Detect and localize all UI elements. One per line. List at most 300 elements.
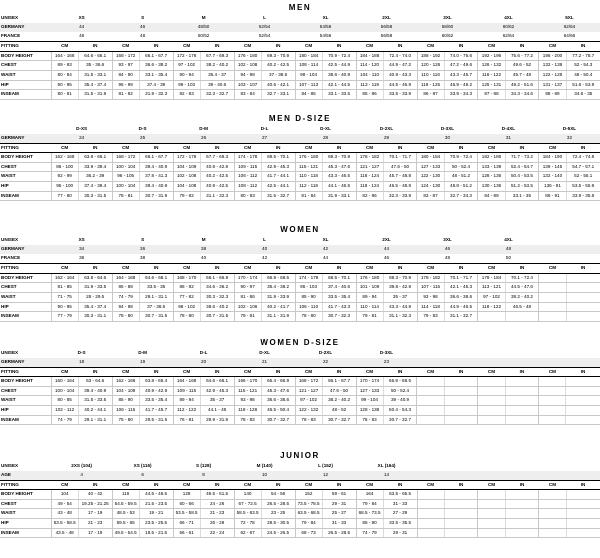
standard-value <box>478 471 539 481</box>
unit-cm-label: CM <box>112 42 139 52</box>
cm-value: 104 <box>51 490 78 500</box>
cm-value: 89 - 94 <box>173 396 200 406</box>
cm-value: 80 - 81 <box>51 90 78 100</box>
standard-value <box>539 358 600 368</box>
cm-value: 80 - 85 <box>51 396 78 406</box>
in-value <box>566 386 600 396</box>
measurement-row <box>0 302 600 312</box>
unit-in-label: IN <box>200 367 234 377</box>
unit-cm-label: CM <box>173 264 200 274</box>
cm-value: 78 - 80 <box>295 312 322 322</box>
in-value: 38.2 - 40.2 <box>322 396 356 406</box>
cm-value: 85 - 90 <box>356 519 383 529</box>
cm-value <box>417 519 444 529</box>
in-value: 19 - 21 <box>139 509 173 519</box>
cm-value: 72 - 78 <box>234 519 261 529</box>
cm-value <box>478 386 505 396</box>
in-value <box>444 377 478 387</box>
cm-value: 95 - 99 <box>112 80 139 90</box>
in-value: 33.5 - 35.4 <box>139 396 173 406</box>
cm-value: 112 - 118 <box>295 182 322 192</box>
unit-cm-label: CM <box>539 367 566 377</box>
in-value: 63 - 64.6 <box>78 377 112 387</box>
unit-in-label: IN <box>505 367 539 377</box>
in-value: 40.2 - 42.5 <box>261 61 295 71</box>
row-label: FITTING <box>0 480 51 490</box>
in-value: 66.1 - 67.7 <box>139 153 173 163</box>
size-label: 2XL <box>382 236 391 242</box>
unit-in-label: IN <box>78 264 112 274</box>
size-label: XS <box>78 14 85 20</box>
unit-cm-label: CM <box>112 143 139 153</box>
in-value: 31.1 - 32.3 <box>200 191 234 201</box>
cm-value: 196 - 200 <box>539 51 566 61</box>
cm-value: 83 - 87 <box>417 191 444 201</box>
unit-in-label: IN <box>139 264 173 274</box>
measurement-row <box>0 415 600 425</box>
in-value: 42.1 - 44.5 <box>322 80 356 90</box>
in-value: 70.9 - 72.4 <box>444 153 478 163</box>
standard-value: 30 <box>417 134 478 144</box>
cm-value: 85 - 90 <box>112 396 139 406</box>
in-value: 17 - 19 <box>78 528 112 538</box>
in-value: 33.1 - 33.5 <box>322 90 356 100</box>
unit-in-label: IN <box>261 480 295 490</box>
in-value: 40.9 - 43.3 <box>383 71 417 81</box>
cm-value: 56 - 61 <box>173 528 200 538</box>
in-value: 47.6 - 50 <box>383 162 417 172</box>
unit-cm-label: CM <box>478 367 505 377</box>
standard-value: 18 <box>51 358 112 368</box>
size-label: 4XL <box>504 236 513 242</box>
cm-value: 82 - 83 <box>173 90 200 100</box>
in-value: 64.6 - 66.1 <box>200 377 234 387</box>
cm-value: 109 - 115 <box>173 386 200 396</box>
cm-value: 184 - 190 <box>539 153 566 163</box>
unit-in-label: IN <box>383 143 417 153</box>
standard-value: 46 <box>79 33 85 39</box>
cm-value: 131 - 137 <box>539 80 566 90</box>
unit-cm-label: CM <box>417 480 444 490</box>
cm-value: 77 - 79 <box>51 312 78 322</box>
in-value: 74.0 - 75.6 <box>444 51 478 61</box>
unit-in-label: IN <box>383 480 417 490</box>
cm-value: 85 - 89 <box>112 283 139 293</box>
unit-cm-label: CM <box>478 143 505 153</box>
cm-value <box>417 406 444 416</box>
cm-value: 115 - 121 <box>295 162 322 172</box>
size-label: D-2XL <box>318 349 333 355</box>
unit-in-label: IN <box>139 42 173 52</box>
size-label: XS (116) <box>133 462 152 468</box>
cm-value <box>539 519 566 529</box>
unit-in-label: IN <box>505 480 539 490</box>
row-label: AGE <box>0 471 51 481</box>
cm-value: 180 - 184 <box>295 51 322 61</box>
in-value: 35.4 - 38.2 <box>261 283 295 293</box>
cm-value: 43 - 48 <box>51 509 78 519</box>
in-value: 37.4 - 39 <box>139 80 173 90</box>
cm-value: 172 - 176 <box>173 51 200 61</box>
in-value <box>444 499 478 509</box>
cm-value: 160 - 164 <box>51 377 78 387</box>
unit-in-label: IN <box>322 480 356 490</box>
in-value: 50 - 52.4 <box>444 162 478 172</box>
in-value: 46.9 - 49.2 <box>444 80 478 90</box>
unit-cm-label: CM <box>539 143 566 153</box>
in-value: 34.6 - 35 <box>566 90 600 100</box>
unit-cm-label: CM <box>173 367 200 377</box>
cm-value: 79 - 84 <box>295 519 322 529</box>
in-value: 77.2 - 78.7 <box>566 51 600 61</box>
section-title: MEN <box>288 3 312 12</box>
standard-value: 36 <box>79 255 85 261</box>
row-label: FRANCE <box>1 255 21 261</box>
cm-value: 71 - 75 <box>51 293 78 303</box>
row-label: FITTING <box>0 143 51 153</box>
size-label <box>539 235 600 245</box>
cm-value: 174 - 178 <box>295 273 322 283</box>
unit-in-label: IN <box>261 143 295 153</box>
unit-in-label: IN <box>505 264 539 274</box>
unit-in-label: IN <box>322 42 356 52</box>
cm-value: 132 - 140 <box>539 172 566 182</box>
row-label: GERMANY <box>0 23 51 33</box>
cm-value: 78 - 80 <box>173 312 200 322</box>
cm-value: 127 - 133 <box>417 162 444 172</box>
cm-value: 168 - 172 <box>112 153 139 163</box>
cm-value: 116 - 122 <box>478 71 505 81</box>
cm-value: 84 - 90 <box>112 71 139 81</box>
cm-value: 68.5 - 73.5 <box>356 509 383 519</box>
cm-value: 164 - 168 <box>173 377 200 387</box>
size-label: 3XL <box>443 236 452 242</box>
cm-value: 62 - 67 <box>234 528 261 538</box>
in-value: 28.5 - 30.5 <box>261 519 295 529</box>
row-label: UNISEX <box>1 14 19 20</box>
cm-value: 118 - 122 <box>478 302 505 312</box>
standard-value: 50 <box>505 255 512 261</box>
size-label: XL <box>322 236 329 242</box>
unit-cm-label: CM <box>356 367 383 377</box>
unit-in-label: IN <box>78 42 112 52</box>
measurement-row <box>0 172 600 182</box>
cm-value <box>478 519 505 529</box>
standard-value: 32 <box>539 134 600 144</box>
in-value: 44.5 - 47.6 <box>505 283 539 293</box>
size-table <box>0 235 600 322</box>
cm-value: 174 - 178 <box>234 153 261 163</box>
unit-in-label: IN <box>566 264 600 274</box>
fitting-header-row <box>0 367 600 377</box>
in-value <box>505 509 539 519</box>
unit-cm-label: CM <box>356 480 383 490</box>
cm-value: 78 - 83 <box>356 415 383 425</box>
in-value: 70.1 - 71.7 <box>383 153 417 163</box>
cm-value: 74 - 79 <box>51 415 78 425</box>
cm-value <box>539 273 566 283</box>
cm-value: 58.5 - 63.5 <box>234 509 261 519</box>
cm-value <box>539 490 566 500</box>
size-label: D-2XL <box>379 125 394 131</box>
unit-cm-label: CM <box>51 42 78 52</box>
in-value: 72.4 - 74.8 <box>566 153 600 163</box>
unit-cm-label: CM <box>51 264 78 274</box>
in-value: 42.1 - 45.3 <box>444 283 478 293</box>
in-value: 69.3 - 70.9 <box>261 51 295 61</box>
in-value: 32.7 - 33.1 <box>261 90 295 100</box>
measurement-row <box>0 90 600 100</box>
in-value: 45.3 - 47.6 <box>322 162 356 172</box>
in-value: 31 - 33 <box>383 499 417 509</box>
in-value <box>505 312 539 322</box>
cm-value: 74 - 79 <box>356 528 383 538</box>
cm-value: 90 - 94 <box>173 71 200 81</box>
cm-value: 86 - 87 <box>417 90 444 100</box>
standard-value: 56/58 <box>356 23 417 33</box>
standard-value: 12 <box>295 471 356 481</box>
unit-in-label: IN <box>505 42 539 52</box>
cm-value: 100 - 104 <box>112 162 139 172</box>
unit-in-label: IN <box>139 367 173 377</box>
standard-value <box>417 358 478 368</box>
in-value: 70.1 - 72.4 <box>505 273 539 283</box>
in-value: 54 - 56 <box>261 490 295 500</box>
row-label: INSEAM <box>0 312 51 322</box>
in-value: 17 - 19 <box>78 509 112 519</box>
cm-value: 116 <box>112 490 139 500</box>
cm-value <box>417 396 444 406</box>
cm-value: 90 - 95 <box>51 80 78 90</box>
standard-value: 31 <box>478 134 539 144</box>
cm-value: 78 - 83 <box>295 415 322 425</box>
in-value: 72.4 - 74.0 <box>383 51 417 61</box>
standard-value: 50/52 <box>197 33 210 39</box>
size-row <box>0 348 600 358</box>
unit-cm-label: CM <box>234 264 261 274</box>
cm-value: 84 - 89 <box>478 191 505 201</box>
in-value: 21.5 - 23.5 <box>139 499 173 509</box>
in-value: 46.5 - 48 <box>505 302 539 312</box>
standard-value: 21 <box>234 358 295 368</box>
in-value: 43.3 - 44.9 <box>383 302 417 312</box>
measurement-row <box>0 283 600 293</box>
cm-value: 106 - 116 <box>112 406 139 416</box>
row-label: HIP <box>0 406 51 416</box>
cm-value: 119 - 125 <box>417 80 444 90</box>
cm-value: 85 - 90 <box>295 293 322 303</box>
standard-value: 60/62 <box>478 23 539 33</box>
cm-value: 112 - 122 <box>173 406 200 416</box>
cm-value: 128 - 138 <box>356 406 383 416</box>
standard-value: 19 <box>112 358 173 368</box>
in-value: 31.5 - 32.7 <box>261 191 295 201</box>
unit-cm-label: CM <box>234 480 261 490</box>
in-value: 30.7 - 31.5 <box>200 312 234 322</box>
in-value: 38.6 - 40.2 <box>200 302 234 312</box>
size-row <box>0 124 600 134</box>
in-value: 31.5 - 33.1 <box>78 71 112 81</box>
in-value: 41.7 - 44.1 <box>261 172 295 182</box>
in-value: 43.3 - 46.5 <box>322 172 356 182</box>
cm-value: 90 - 95 <box>51 302 78 312</box>
cm-value: 98 - 102 <box>173 302 200 312</box>
standard-value: 20 <box>173 358 234 368</box>
in-value: 32.7 - 34.3 <box>444 191 478 201</box>
in-value <box>444 509 478 519</box>
standard-value: 44 <box>356 245 417 255</box>
in-value: 44.5 - 46.9 <box>383 80 417 90</box>
standard-value <box>539 471 600 481</box>
in-value <box>505 396 539 406</box>
section-title: JUNIOR <box>280 451 320 460</box>
in-value: 37.4 - 39.4 <box>78 182 112 192</box>
row-label: GERMANY <box>0 245 51 255</box>
in-value: 34.6 - 36.2 <box>200 283 234 293</box>
row-label: BODY HEIGHT <box>0 51 51 61</box>
unit-cm-label: CM <box>478 42 505 52</box>
in-value: 49.6 - 52 <box>505 61 539 71</box>
unit-in-label: IN <box>566 143 600 153</box>
in-value: 29 - 31 <box>383 528 417 538</box>
cm-value <box>417 377 444 387</box>
unit-in-label: IN <box>444 143 478 153</box>
in-value: 40.9 - 42.5 <box>200 182 234 192</box>
cm-value: 118 - 124 <box>356 182 383 192</box>
in-value: 66.1 - 66.9 <box>200 273 234 283</box>
cm-value: 54.5 - 59.5 <box>112 499 139 509</box>
cm-value: 115 - 121 <box>234 386 261 396</box>
row-label: FRANCE <box>1 33 21 39</box>
unit-cm-label: CM <box>478 264 505 274</box>
cm-value: 48.5 - 53 <box>112 509 139 519</box>
fitting-header-row <box>0 264 600 274</box>
in-value: 48 - 50.4 <box>566 71 600 81</box>
cm-value <box>478 415 505 425</box>
measurement-row <box>0 182 600 192</box>
standard-row <box>0 245 600 255</box>
in-value: 24 - 26 <box>200 499 234 509</box>
cm-value: 108 - 114 <box>295 61 322 71</box>
unit-cm-label: CM <box>295 42 322 52</box>
cm-value: 104 - 109 <box>112 386 139 396</box>
cm-value: 176 - 180 <box>356 273 383 283</box>
in-value <box>505 490 539 500</box>
cm-value: 109 - 115 <box>234 162 261 172</box>
cm-value: 66 - 71 <box>173 519 200 529</box>
size-table <box>0 13 600 100</box>
measurement-row <box>0 528 600 538</box>
in-value: 42.5 - 44.9 <box>322 61 356 71</box>
cm-value: 97 - 102 <box>295 396 322 406</box>
in-value: 49.5 - 51.5 <box>200 490 234 500</box>
unit-in-label: IN <box>322 143 356 153</box>
measurement-row <box>0 509 600 519</box>
cm-value: 122 - 132 <box>295 406 322 416</box>
row-label: GERMANY <box>0 134 51 144</box>
size-label: XS <box>78 236 85 242</box>
cm-value: 59.5 - 65 <box>112 519 139 529</box>
cm-value: 178 - 182 <box>356 153 383 163</box>
cm-value: 79 - 83 <box>417 312 444 322</box>
cm-value <box>417 415 444 425</box>
standard-value <box>478 358 539 368</box>
in-value: 31.1 - 32.3 <box>383 312 417 322</box>
cm-value <box>539 396 566 406</box>
cm-value: 95 - 100 <box>51 182 78 192</box>
in-value: 53.5 - 55.9 <box>566 182 600 192</box>
measurement-row <box>0 191 600 201</box>
row-label: WAIST <box>0 396 51 406</box>
size-label: 2XS (104) <box>71 462 92 468</box>
cm-value: 104 - 110 <box>356 71 383 81</box>
cm-value: 164 - 168 <box>51 51 78 61</box>
in-value <box>505 377 539 387</box>
cm-value: 88 - 92 <box>173 283 200 293</box>
cm-value: 192 - 196 <box>478 51 505 61</box>
cm-value: 102 - 112 <box>51 406 78 416</box>
size-label: D-5XL <box>562 125 577 131</box>
in-value <box>505 499 539 509</box>
cm-value: 78 - 81 <box>112 191 139 201</box>
size-table <box>0 348 600 425</box>
in-value: 30.7 - 32.7 <box>261 415 295 425</box>
unit-in-label: IN <box>444 42 478 52</box>
standard-row <box>0 32 600 42</box>
cm-value: 182 - 186 <box>478 153 505 163</box>
size-label: 4XL <box>504 14 513 20</box>
cm-value: 130 - 136 <box>478 182 505 192</box>
in-value: 30.7 - 32.3 <box>322 312 356 322</box>
size-label: D-3XL <box>440 125 455 131</box>
cm-value: 75 - 80 <box>112 415 139 425</box>
in-value: 33.1 - 35 <box>505 191 539 201</box>
cm-value: 81 - 85 <box>51 283 78 293</box>
measurement-row <box>0 499 600 509</box>
unit-in-label: IN <box>139 480 173 490</box>
in-value: 48.8 - 51.2 <box>444 182 478 192</box>
cm-value: 107 - 113 <box>295 80 322 90</box>
row-label: FITTING <box>0 367 51 377</box>
row-label: WAIST <box>0 509 51 519</box>
cm-value: 78 - 80 <box>112 312 139 322</box>
cm-value: 53.5 - 58.5 <box>173 509 200 519</box>
cm-value: 84 - 85 <box>295 90 322 100</box>
standard-value: 42 <box>295 245 356 255</box>
in-value: 22 - 24 <box>200 528 234 538</box>
row-label: INSEAM <box>0 90 51 100</box>
standard-value: 48 <box>478 245 539 255</box>
standard-value: 10 <box>234 471 295 481</box>
in-value: 35.4 - 37.4 <box>78 302 112 312</box>
size-label <box>417 461 478 471</box>
unit-in-label: IN <box>566 42 600 52</box>
in-value: 40.2 - 44.1 <box>78 406 112 416</box>
standard-value: 29 <box>356 134 417 144</box>
in-value <box>566 509 600 519</box>
unit-in-label: IN <box>444 480 478 490</box>
in-value: 46.5 - 50.4 <box>261 406 295 416</box>
cm-value: 99 - 103 <box>173 80 200 90</box>
in-value: 48 - 51.2 <box>444 172 478 182</box>
standard-row <box>0 134 600 144</box>
cm-value: 140 <box>234 490 261 500</box>
in-value: 66.1 - 67.7 <box>322 377 356 387</box>
standard-value: 46 <box>383 255 390 261</box>
in-value: 30.3 - 31.5 <box>78 191 112 201</box>
in-value: 33.5 - 35.4 <box>322 293 356 303</box>
cm-value: 67 - 72.5 <box>234 499 261 509</box>
